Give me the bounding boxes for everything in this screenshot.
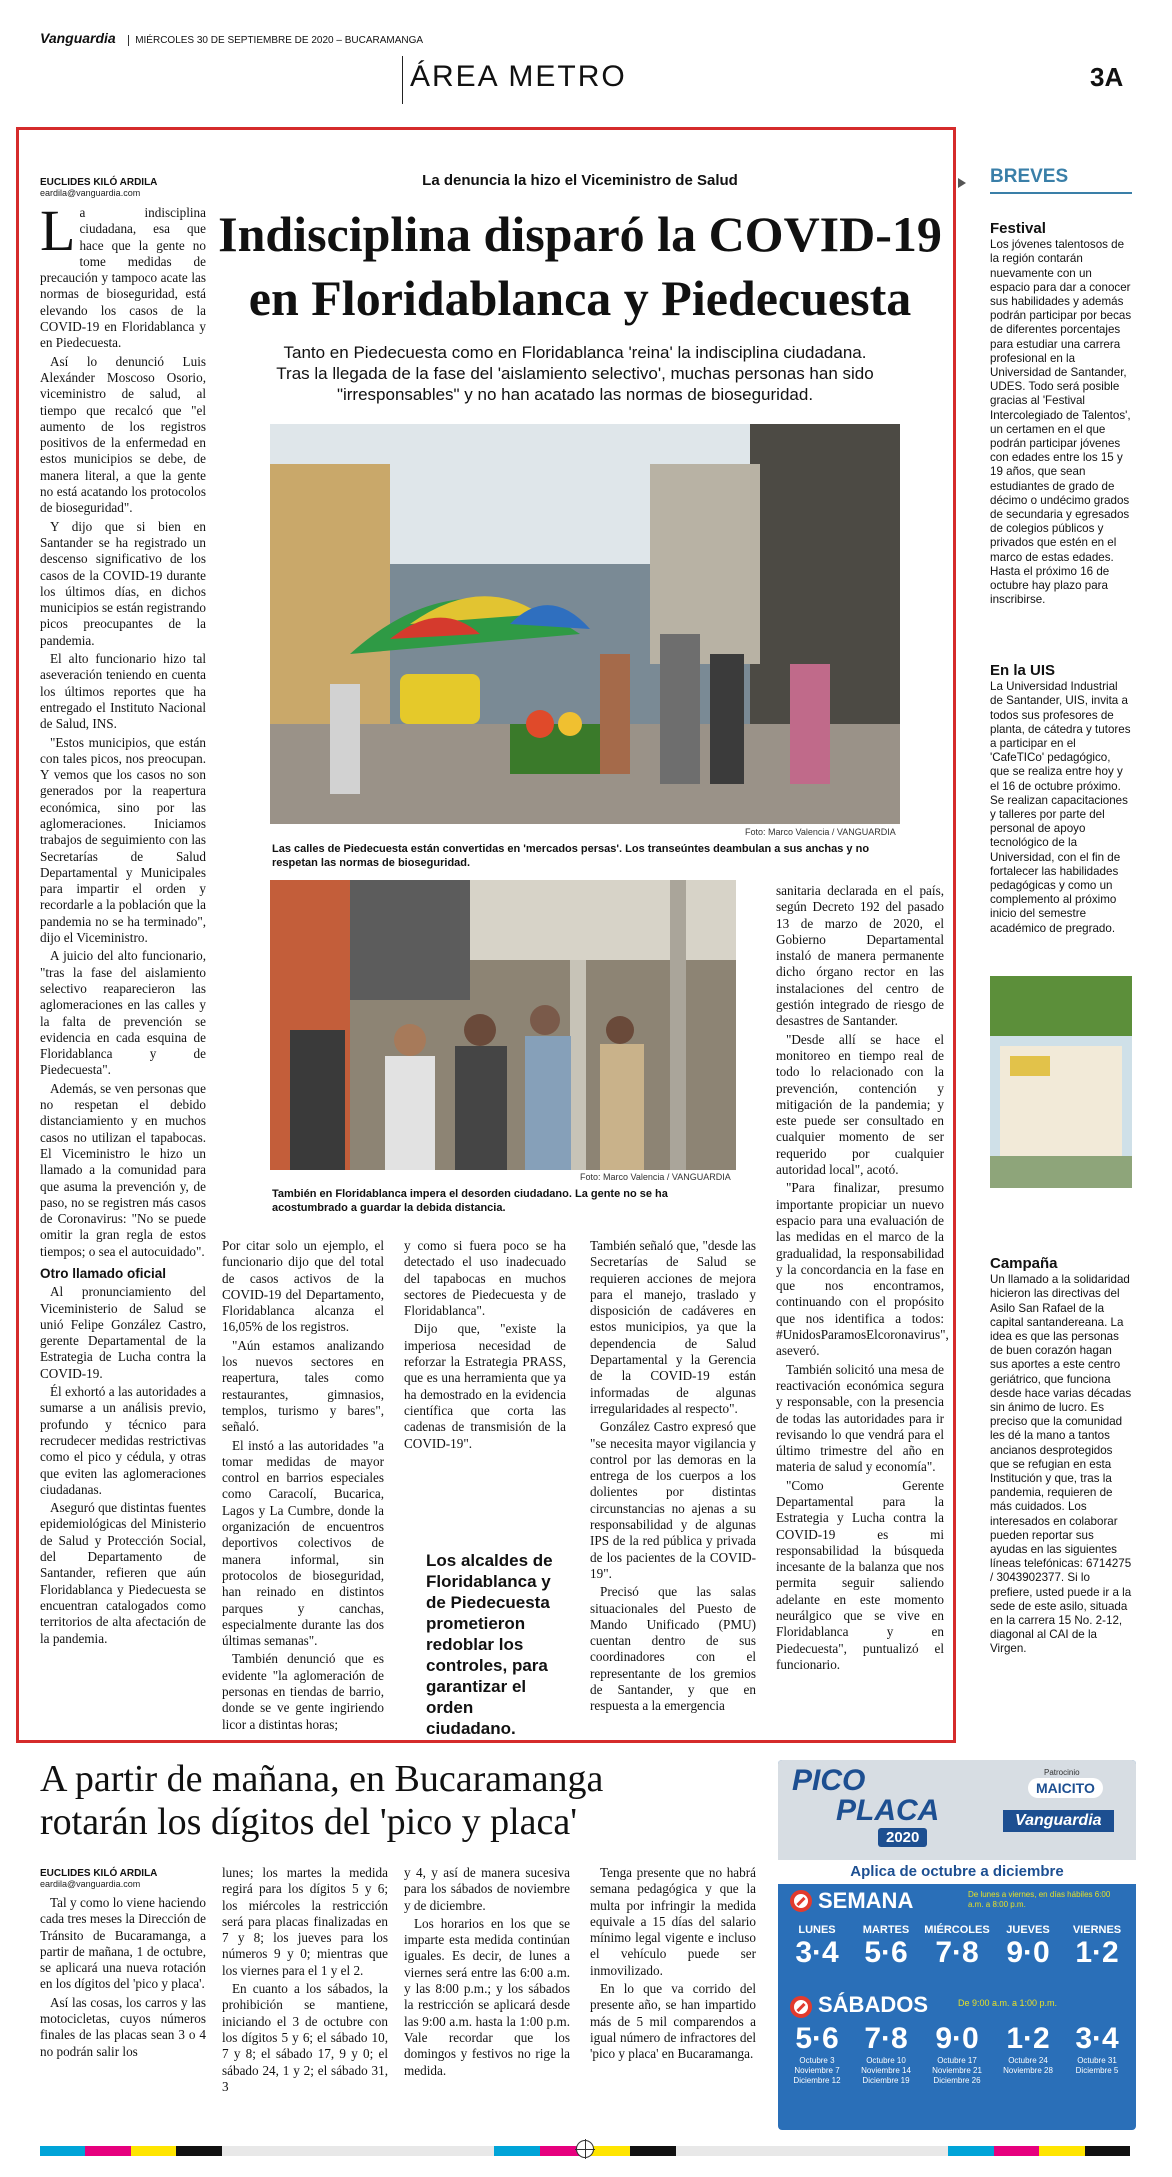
day-name: JUEVES <box>1006 1924 1050 1936</box>
sat-dates: Octubre 10 Noviembre 14 Diciembre 19 <box>861 2056 911 2085</box>
paragraph: sanitaria declarada en el país, según Decreto 192 del pasado 13 de marzo de 2020, el Gobierno Departamental instaló de manera permanente dicho órgano rector en las instalaciones del centro de gestión integrado de riesgo de desastres de Santander. <box>776 883 944 1029</box>
paragraph: Y dijo que si bien en Santander se ha registrado un descenso significativo de los casos de la COVID-19 durante los últimos días, en dichos municipios se están registrando picos preocupantes de la pandemia. <box>40 518 206 648</box>
second-byline-block <box>40 1868 240 1890</box>
sat-digits: 5·6 <box>795 2022 839 2055</box>
sat-dates: Octubre 24 Noviembre 28 <box>1003 2056 1053 2075</box>
paragraph: Él exhortó a las autoridades a sumarse a un análisis previo, profundo y técnico para recrudecer medidas restrictivas como el pico y cédula, y otras que eviten las aglomeraciones ciudadanas. <box>40 1384 206 1497</box>
photo2-credit: Foto: Marco Valencia / VANGUARDIA <box>580 1172 731 1182</box>
dateline: MIÉRCOLES 30 DE SEPTIEMBRE DE 2020 – BUCARAMANGA <box>128 35 423 46</box>
saturday-cell <box>995 2022 1061 2076</box>
paragraph: "Como Gerente Departamental para la Estrategia y Lucha contra la COVID-19 es mi responsabilidad la búsqueda incesante de la balanza que nos permita seguir saliendo adelante en este momento neurálgico que se vive en Floridablanca y en Piedecuesta", puntualizó el funcionario. <box>776 1477 944 1672</box>
headline-line-2: en Floridablanca y Piedecuesta <box>248 270 912 326</box>
paragraph: Precisó que las salas situacionales del Puesto de Mando Unificado (PMU) cuentan dentro de sus coordinadores con el representante de los gremios de Santander, y que en respuesta a la emergencia <box>590 1584 756 1714</box>
section-title: ÁREA METRO <box>410 60 627 93</box>
day-name: VIERNES <box>1072 1924 1122 1936</box>
breve-head: Festival <box>990 220 1046 237</box>
photo1-caption: Las calles de Piedecuesta están convertidas en 'mercados persas'. Los transeúntes deambulan a sus anchas y no respetan las normas de bioseguridad. <box>272 843 870 869</box>
day-thursday <box>995 1924 1061 1970</box>
paragraph: En lo que va corrido del presente año, se han impartido más de 5 mil comparendos a igual número de infractores del 'pico y placa' en Bucaramanga. <box>590 1981 756 2062</box>
headline <box>200 202 960 330</box>
main-col-3 <box>404 1238 566 1454</box>
second-headline-line-1: A partir de mañana, en Bucaramanga <box>40 1758 604 1800</box>
paragraph: Dijo que, "existe la imperiosa necesidad de reforzar la Estrategia PRASS, que es una herramienta que ya ha demostrado en la evidencia científica que corta las cadenas de transmisión de la COVID-19". <box>404 1321 566 1451</box>
second-col-2 <box>222 1865 388 2097</box>
brand-logo: Vanguardia <box>40 30 116 46</box>
sat-dates: Octubre 31 Diciembre 5 <box>1075 2056 1119 2075</box>
day-digits: 1·2 <box>1075 1936 1119 1969</box>
paragraph: "Desde allí se hace el monitoreo en tiempo real de todo lo relacionado con la prevención, contención y mitigación de la pandemia; y este puede ser consultado en cualquier momento de ser requerido por cualquier autoridad local", acotó. <box>776 1031 944 1178</box>
paragraph: Por citar solo un ejemplo, el funcionario dijo que del total de casos activos de la COVID-19 del Departamento, Floridablanca alcanza el 16,05% de los registros. <box>222 1238 384 1335</box>
paragraph: Además, se ven personas que no respetan el debido distanciamiento y en muchos casos no utilizan el tapabocas. El Viceministro le hizo un llamado a la comunidad para que asuma la prevención y, de paso, no se registren más casos de Coronavirus: "No se puede omitir la gran regla de estos tiempos; o sea el autocuidado". <box>40 1080 206 1259</box>
day-name: MARTES <box>862 1924 910 1936</box>
saturday-hours: De 9:00 a.m. a 1:00 p.m. <box>958 1998 1058 2008</box>
sponsor-small: Patrocinio <box>1044 1768 1080 1777</box>
no-entry-icon-sat <box>790 1996 812 2018</box>
sat-digits: 7·8 <box>864 2022 908 2055</box>
pico-year: 2020 <box>878 1828 927 1847</box>
photo-building <box>990 976 1132 1188</box>
sat-digits: 9·0 <box>935 2022 979 2055</box>
byline-email: eardila@vanguardia.com <box>40 1879 141 1889</box>
paragraph: Así lo denunció Luis Alexánder Moscoso Osorio, viceministro de salud, al tiempo que recalcó que "el aumento de los registros positivos de la enfermedad en estos municipios se debe, de manera literal, a que la gente no está acatando los protocolos de bioseguridad". <box>40 353 206 516</box>
sponsor-logo: MAICITO <box>1028 1778 1103 1798</box>
pico-word: PICO <box>792 1764 866 1797</box>
subhead: Otro llamado oficial <box>40 1266 167 1281</box>
pico-title <box>792 1766 939 1826</box>
section-divider <box>402 56 403 104</box>
sat-digits: 1·2 <box>1006 2022 1050 2055</box>
second-headline <box>40 1758 760 1844</box>
byline-block <box>40 177 240 199</box>
paragraph: lunes; los martes la medida regirá para los dígitos 5 y 6; los miércoles la restricción será para placas finalizadas en 7 y 8; los jueves para los números 9 y 0; mientras que los viernes para el 1 y el 2. <box>222 1865 388 1978</box>
paragraph: El instó a las autoridades "a tomar medidas de mayor control en barrios especiales como Caracolí, Bucarica, Lagos y La Cumbre, donde la organización de encuentros deportivos colectivos de manera informal, sin protocolos de bioseguridad, han reinado en distintos parques y canchas, especialmente durante las dos últimas semanas". <box>222 1437 384 1649</box>
sat-digits: 3·4 <box>1075 2022 1119 2055</box>
saturday-cell <box>922 2022 992 2086</box>
second-col-1 <box>40 1895 206 2062</box>
paragraph: "Para finalizar, presumo importante propiciar un nuevo espacio para una evaluación de las medidas en el marco de la gradualidad, la responsabilidad y la concordancia en la fase en que nos encontramos, continuando con el propósito que nos identifica a todos: #UnidosParamosElcoronavirus", aseveró. <box>776 1180 949 1359</box>
deck: Tanto en Piedecuesta como en Floridablanca 'reina' la indisciplina ciudadana. Tras la llegada de la fase del 'aislamiento selectivo', muchas personas han sido "irresponsables" y no han acatado las normas de bioseguridad. <box>276 343 874 404</box>
day-wednesday <box>922 1924 992 1970</box>
paragraph: A juicio del alto funcionario, "tras la fase del aislamiento selectivo reaparecieron las aglomeraciones en las calles y la falta de prevención se evidencia en cada esquina de Floridablanca y de Piedecuesta". <box>40 948 206 1078</box>
paragraph: Tenga presente que no habrá semana pedagógica y que la multa por infringir la medida equivale a 15 días del salario mínimo legal vigente e incluso el vehículo puede ser inmovilizado. <box>590 1865 756 1978</box>
day-tuesday <box>853 1924 919 1970</box>
paragraph: Aseguró que distintas fuentes epidemiológicas del Ministerio de Salud y Protección Social, del Departamento de Santander, refieren que aún Floridablanca y Piedecuesta se encuentran catalogados como territorios de alta afectación de la pandemia. <box>40 1500 206 1646</box>
paragraph: Al pronunciamiento del Viceministerio de Salud se unió Felipe González Castro, gerente Departamental de la Estrategia de Lucha contra la COVID-19. <box>40 1284 206 1381</box>
breve-head: En la UIS <box>990 662 1056 679</box>
day-digits: 7·8 <box>935 1936 979 1969</box>
frame-arrow <box>958 178 966 188</box>
byline-email: eardila@vanguardia.com <box>40 188 141 198</box>
paragraph: Así las cosas, los carros y las motocicletas, cuyos números finales de las placas sean 3 o 4 no podrán salir los <box>40 1994 206 2059</box>
day-monday <box>784 1924 850 1970</box>
photo-crowd-floridablanca <box>270 880 736 1170</box>
second-col-3 <box>404 1865 570 2081</box>
no-entry-icon <box>790 1890 812 1912</box>
photo1-credit: Foto: Marco Valencia / VANGUARDIA <box>745 827 896 837</box>
breve-text: Los jóvenes talentosos de la región contarán nuevamente con un espacio para dar a conocer sus habilidades y además podrán participar por becas de diferentes porcentajes para estudiar una carrera profesional en la Universidad de Santander, UDES. Todo será posible gracias al 'Festival Intercolegiado de Talentos', un certamen en el que podrán participar jóvenes con edades entre los 15 y 19 años, que sean estudiantes de grado de décimo o undécimo grados de secundaria y egresados de colegios públicos y privados que estén en el marco de estas edades. Hasta el próximo 16 de octubre hay plazo para inscribirse. <box>990 238 1132 607</box>
byline: EUCLIDES KILÓ ARDILA <box>40 1868 158 1879</box>
paragraph-text: a indisciplina ciudadana, esa que hace que la gente no tome medidas de precaución y tampoco acate las normas de bioseguridad, está elevando los casos de la COVID-19 en Floridablanca y en Piedecuesta. <box>40 205 206 351</box>
breve-uis <box>990 664 1132 936</box>
breve-campana <box>990 1257 1132 1657</box>
day-name: MIÉRCOLES <box>924 1924 990 1936</box>
pico-placa-graphic <box>778 1760 1136 2130</box>
paragraph: "Aún estamos analizando los nuevos sectores en reapertura, tales como restaurantes, gimnasios, templos, turismo y bares", señaló. <box>222 1337 384 1435</box>
paragraph: En cuanto a los sábados, la prohibición se mantiene, iniciando el 3 de octubre con los dígitos 5 y 6; el sábado 10, 7 y 8; el sábado 17, 9 y 0; el sábado 24, 1 y 2; el sábado 31, 3 <box>222 1981 388 2094</box>
pico-banner: Aplica de octubre a diciembre <box>778 1860 1136 1884</box>
paragraph: Tal y como lo viene haciendo cada tres meses la Dirección de Tránsito de Bucaramanga, a partir de mañana, 1 de octubre, se aplicará una nueva rotación en los dígitos del 'pico y placa'. <box>40 1895 206 1992</box>
byline: EUCLIDES KILÓ ARDILA <box>40 177 158 188</box>
sat-dates: Octubre 3 Noviembre 7 Diciembre 12 <box>793 2056 841 2085</box>
paragraph: "Estos municipios, que están con tales picos, nos preocupan. Y vemos que los casos no son generados por la reapertura económica, sino por las aglomeraciones. Iniciamos trabajos de seguimiento con las Secretarías de Salud Departamental y Municipales para impartir el orden y recordarle a la población que la pandemia no se ha terminado", dijo el Viceministro. <box>40 734 206 946</box>
paragraph: El alto funcionario hizo tal aseveración teniendo en cuenta los últimos reportes que ha entregado el Instituto Nacional de Salud, INS. <box>40 651 206 732</box>
sat-dates: Octubre 17 Noviembre 21 Diciembre 26 <box>932 2056 982 2085</box>
breves-title: BREVES <box>990 166 1069 187</box>
placa-word: PLACA <box>836 1794 940 1827</box>
main-col-1 <box>40 198 206 1649</box>
saturday-label: SÁBADOS <box>818 1992 929 2017</box>
paragraph: y 4, y así de manera sucesiva para los sábados de noviembre y de diciembre. <box>404 1865 570 1913</box>
paragraph: y como si fuera poco se ha detectado el uso inadecuado del tapabocas en muchos sectores de Piedecuesta y de Floridablanca". <box>404 1238 566 1319</box>
vanguardia-logo: Vanguardia <box>1003 1810 1114 1832</box>
headline-line-1: Indisciplina disparó la COVID-19 <box>218 206 942 262</box>
crosshair-icon <box>576 2140 594 2158</box>
breve-text: Un llamado a la solidaridad hicieron las directivas del Asilo San Rafael de la capital santandereana. La idea es que las personas de buen corazón hagan sus aportes a este centro geriátrico, que funciona desde hace varias décadas sin ánimo de lucro. Es preciso que la comunidad les dé la mano a tantos ancianos desprotegidos que se refugian en esta Institución y que, tras la pandemia, requieren de más cuidados. Los interesados en colaborar pueden reportar sus ayudas en las siguientes líneas telefónicas: 6714275 / 3043902377. Si lo prefiere, usted puede ir a la sede de este asilo, situada en la carrera 15 No. 2-12, diagonal al CAI de la Virgen. <box>990 1273 1132 1656</box>
paragraph: González Castro expresó que "se necesita mayor vigilancia y control por las demoras en la entrega de los cuerpos a los dolientes por distintas circunstancias no ajenas a su responsabilidad y de algunas IPS de la red pública y privada de los pacientes de la COVID-19". <box>590 1419 756 1581</box>
day-digits: 3·4 <box>795 1936 839 1969</box>
breves-rule <box>990 192 1132 194</box>
week-label: SEMANA <box>818 1888 914 1913</box>
pull-quote: Los alcaldes de Floridablanca y de Piedecuesta prometieron redoblar los controles, para garantizar el orden ciudadano. <box>426 1551 553 1738</box>
main-col-4 <box>590 1238 756 1717</box>
breve-head: Campaña <box>990 1255 1058 1272</box>
main-col-2 <box>222 1238 384 1735</box>
masthead <box>40 30 1140 52</box>
kicker: La denuncia la hizo el Viceministro de Salud <box>422 172 738 189</box>
photo-market-street <box>270 424 900 824</box>
day-digits: 9·0 <box>1006 1936 1050 1969</box>
second-col-4 <box>590 1865 756 2065</box>
breve-festival <box>990 222 1132 607</box>
drop-cap: L <box>40 198 76 263</box>
saturday-cell <box>853 2022 919 2086</box>
saturday-cell <box>784 2022 850 2086</box>
main-col-5 <box>776 883 949 1675</box>
day-friday <box>1064 1924 1130 1970</box>
week-hours: De lunes a viernes, en días hábiles 6:00 a.m. a 8:00 p.m. <box>968 1890 1111 1909</box>
second-headline-line-2: rotarán los dígitos del 'pico y placa' <box>40 1801 578 1843</box>
day-digits: 5·6 <box>864 1936 908 1969</box>
page-number: 3A <box>1090 62 1124 92</box>
paragraph: También señaló que, "desde las Secretarías de Salud se requieren acciones de mejora para el manejo, traslado y disposición de cadáveres en estos municipios, ya que la dependencia de Salud Departamental y la Gerencia de la COVID-19 están informadas de algunas irregularidades al respecto". <box>590 1238 756 1416</box>
paragraph <box>40 198 206 352</box>
saturday-row <box>784 2022 1130 2122</box>
photo2-caption: También en Floridablanca impera el desorden ciudadano. La gente no se ha acostumbrado a guardar la debida distancia. <box>272 1188 668 1214</box>
day-name: LUNES <box>798 1924 836 1936</box>
breve-text: La Universidad Industrial de Santander, UIS, invita a todos sus profesores de planta, de cátedra y tutores a participar en el 'CafeTICo' pedagógico, que se realiza entre hoy y el 16 de octubre próximo. Se realizan capacitaciones y talleres por parte del personal de apoyo tecnológico de la Universidad, con el fin de fortalecer las habilidades pedagógicas y como un complemento al próximo inicio del semestre académico de pregrado. <box>990 680 1131 935</box>
paragraph: También solicitó una mesa de reactivación económica segura y responsable, con la presencia de todas las autoridades para ir revisando lo que vendrá para el último trimestre del año en materia de salud y economía". <box>776 1361 944 1475</box>
saturday-cell <box>1064 2022 1130 2076</box>
paragraph: Los horarios en los que se imparte esta medida continúan iguales. Es decir, de lunes a viernes será entre las 6:00 a.m. y las 8:00 p.m.; y los sábados la restricción se aplicará desde las 9:00 a.m. hasta la 1:00 p.m. Vale recordar que los domingos y festivos no rige la medida. <box>404 1915 570 2078</box>
paragraph: También denunció que es evidente "la aglomeración de personas en tiendas de barrio, donde se ve gente ingiriendo licor a distintas horas; <box>222 1651 384 1732</box>
